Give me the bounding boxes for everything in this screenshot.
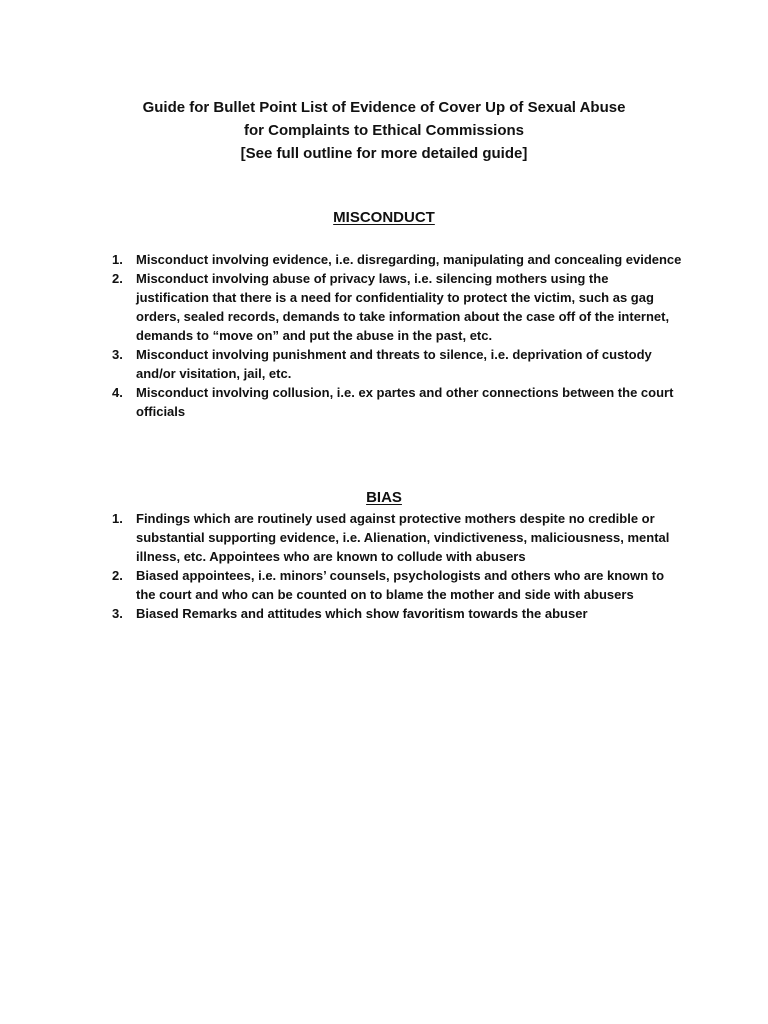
item-text: Misconduct involving punishment and threats to silence, i.e. deprivation of custody and/or visitation, jail, etc. bbox=[136, 347, 652, 381]
item-number: 4. bbox=[112, 385, 123, 400]
title-line-3: [See full outline for more detailed guide] bbox=[240, 145, 528, 162]
item-number: 1. bbox=[112, 252, 123, 267]
list-item bbox=[112, 566, 682, 604]
item-number: 3. bbox=[112, 347, 123, 362]
list-item bbox=[112, 345, 682, 383]
item-number: 3. bbox=[112, 606, 123, 621]
list-item bbox=[112, 269, 682, 345]
misconduct-list bbox=[112, 250, 682, 421]
misconduct-heading: MISCONDUCT bbox=[333, 209, 435, 226]
list-item bbox=[112, 604, 682, 623]
item-text: Biased appointees, i.e. minors’ counsels, psychologists and others who are known to the court and who can be counted on to blame the mother and side with abusers bbox=[136, 568, 665, 602]
document-title bbox=[0, 96, 768, 165]
item-number: 1. bbox=[112, 511, 123, 526]
list-item bbox=[112, 250, 682, 269]
item-text: Biased Remarks and attitudes which show favoritism towards the abuser bbox=[136, 606, 588, 621]
item-text: Findings which are routinely used against protective mothers despite no credible or substantial supporting evidence, i.e. Alienation, vindictiveness, maliciousness, mental illness, etc. Appointees who are known to collude with abusers bbox=[136, 511, 670, 564]
list-item bbox=[112, 383, 682, 421]
bias-heading: BIAS bbox=[366, 489, 402, 506]
list-item bbox=[112, 509, 682, 566]
item-text: Misconduct involving collusion, i.e. ex partes and other connections between the court officials bbox=[136, 385, 674, 419]
item-text: Misconduct involving abuse of privacy laws, i.e. silencing mothers using the justification that there is a need for confidentiality to protect the victim, such as gag orders, sealed records, demands to take information about the case off of the internet, demands to “move on” and put the abuse in the past, etc. bbox=[136, 271, 670, 343]
item-text: Misconduct involving evidence, i.e. disregarding, manipulating and concealing evidence bbox=[136, 252, 682, 267]
item-number: 2. bbox=[112, 271, 123, 286]
bias-list bbox=[112, 509, 682, 623]
title-line-1: Guide for Bullet Point List of Evidence of Cover Up of Sexual Abuse bbox=[142, 99, 626, 116]
item-number: 2. bbox=[112, 568, 123, 583]
title-line-2: for Complaints to Ethical Commissions bbox=[243, 122, 525, 139]
